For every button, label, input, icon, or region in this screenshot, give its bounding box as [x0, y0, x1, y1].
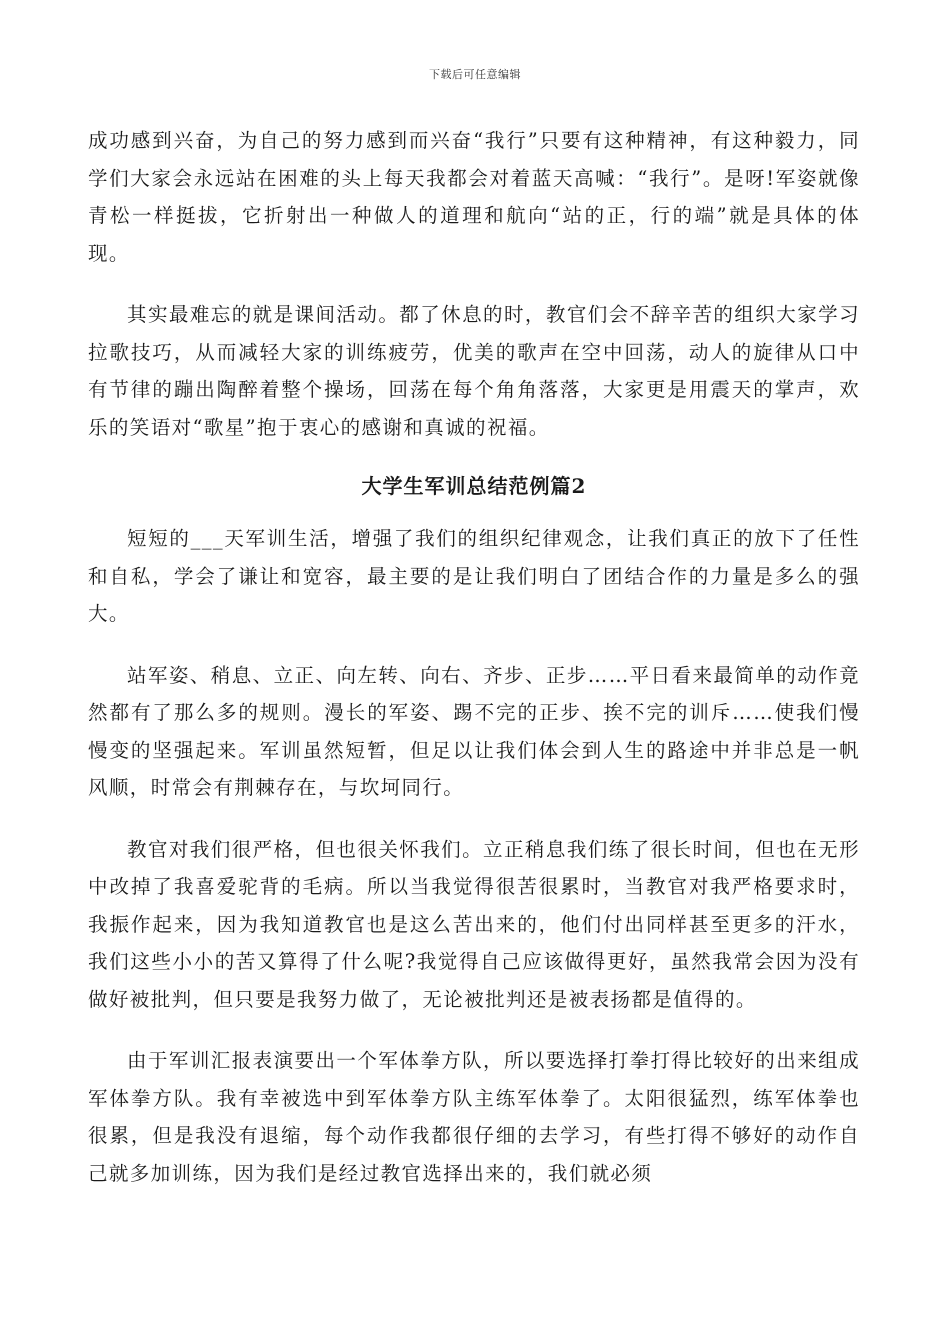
- paragraph: 由于军训汇报表演要出一个军体拳方队，所以要选择打拳打得比较好的出来组成军体拳方队。我有幸被选中到军体拳方队主练军体拳了。太阳很猛烈，练军体拳也很累，但是我没有退缩，每个动作我都很仔细的去学习，有些打得不够好的动作自己就多加训练，因为我们是经过教官选择出来的，我们就必须: [88, 1049, 860, 1185]
- paragraph: 其实最难忘的就是课间活动。都了休息的时，教官们会不辞辛苦的组织大家学习拉歌技巧，从而减轻大家的训练疲劳，优美的歌声在空中回荡，动人的旋律从口中有节律的蹦出陶醉着整个操场，回荡在每个角角落落，大家更是用震天的掌声，欢乐的笑语对“歌星”抱于衷心的感谢和真诚的祝福。: [88, 303, 860, 439]
- paragraph: 短短的___天军训生活，增强了我们的组织纪律观念，让我们真正的放下了任性和自私，学会了谦让和宽容，最主要的是让我们明白了团结合作的力量是多么的强大。: [88, 527, 860, 625]
- paragraph: 教官对我们很严格，但也很关怀我们。立正稍息我们练了很长时间，但也在无形中改掉了我喜爱驼背的毛病。所以当我觉得很苦很累时，当教官对我严格要求时，我振作起来，因为我知道教官也是这么苦出来的，他们付出同样甚至更多的汗水，我们这些小小的苦又算得了什么呢?我觉得自己应该做得更好，虽然我常会因为没有做好被批判，但只要是我努力做了，无论被批判还是被表扬都是值得的。: [88, 837, 860, 1011]
- section-title: 大学生军训总结范例篇2: [361, 474, 587, 498]
- paragraph: 站军姿、稍息、立正、向左转、向右、齐步、正步……平日看来最简单的动作竟然都有了那么多的规则。漫长的军姿、踢不完的正步、挨不完的训斥……使我们慢慢变的坚强起来。军训虽然短暂，但足以让我们体会到人生的路途中并非总是一帆风顺，时常会有荆棘存在，与坎坷同行。: [88, 663, 860, 799]
- page-header: 下载后可任意编辑: [429, 68, 521, 81]
- paragraph: 成功感到兴奋，为自己的努力感到而兴奋“我行”只要有这种精神，有这种毅力，同学们大家会永远站在困难的头上每天我都会对着蓝天高喊：“我行”。是呀!军姿就像青松一样挺拔，它折射出一种做人的道理和航向“站的正，行的端”就是具体的体现。: [88, 129, 860, 265]
- document-body: [88, 122, 860, 1216]
